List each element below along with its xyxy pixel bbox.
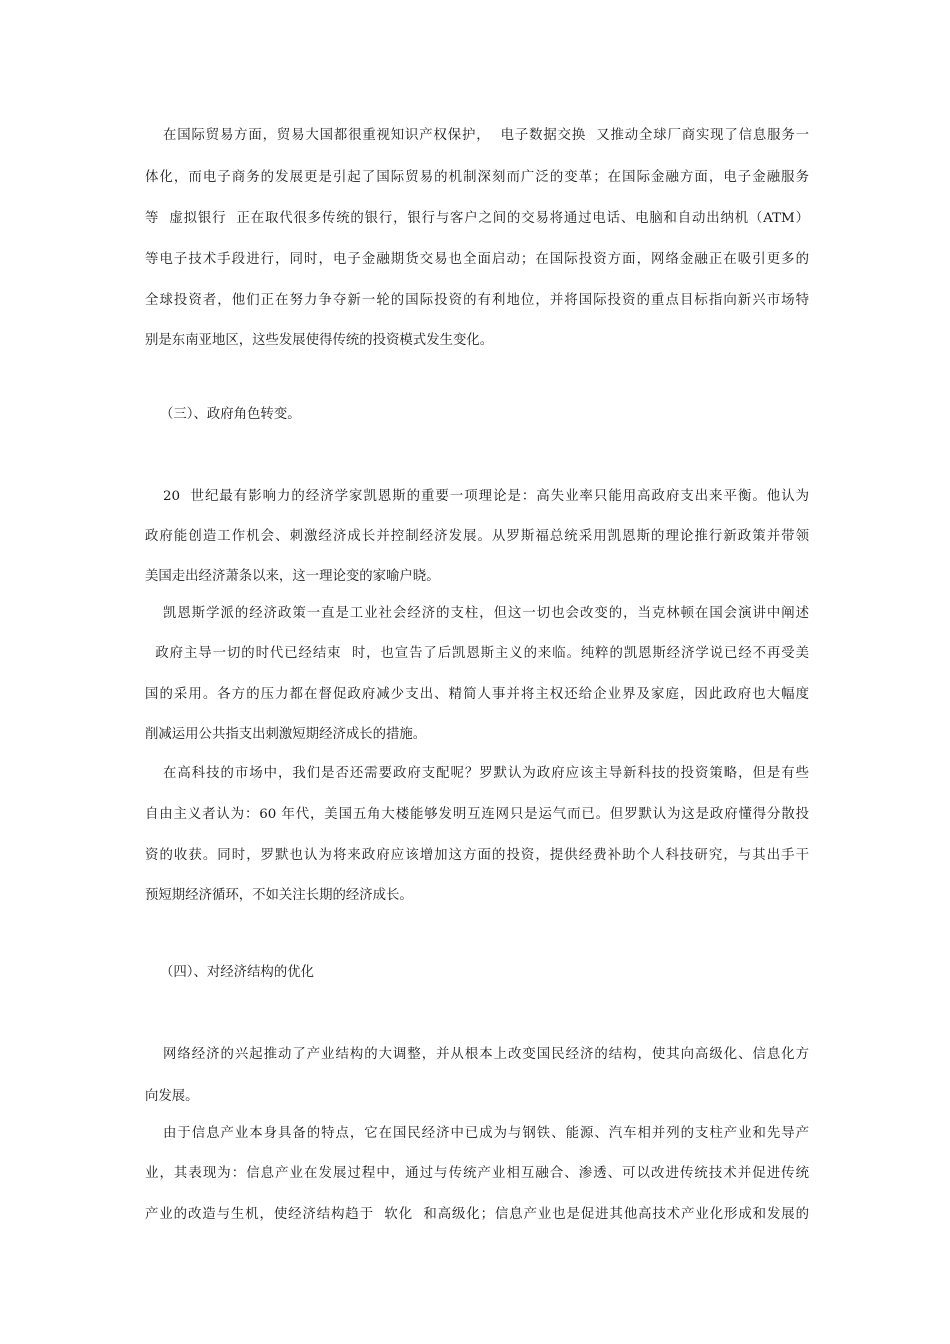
- text-line: 预短期经济循环，不如关注长期的经济成长。: [145, 888, 413, 903]
- text-line: 别是东南亚地区，这些发展使得传统的投资模式发生变化。: [145, 333, 494, 348]
- text-line: 20 世纪最有影响力的经济学家凯恩斯的重要一项理论是：高失业率只能用高政府支出来平衡。他认为: [163, 489, 809, 504]
- text-line: 资的收获。同时，罗默也认为将来政府应该增加这方面的投资，提供经费补助个人科技研究，与其出手干: [145, 848, 809, 863]
- text-line: 政府主导一切的时代已经结束 时，也宣告了后凯恩斯主义的来临。纯粹的凯恩斯经济学说已经不再受美: [145, 646, 809, 661]
- text-line: 政府能创造工作机会、刺激经济成长并控制经济发展。从罗斯福总统采用凯恩斯的理论推行新政策并带领: [145, 529, 809, 544]
- text-line: 美国走出经济萧条以来，这一理论变的家喻户晓。: [145, 569, 440, 584]
- text-line: 在国际贸易方面，贸易大国都很重视知识产权保护， 电子数据交换 又推动全球厂商实现了信息服务一: [163, 128, 809, 143]
- text-line: 等 虚拟银行 正在取代很多传统的银行，银行与客户之间的交易将通过电话、电脑和自动出纳机（ATM）: [145, 211, 809, 226]
- section-heading-4: （四）、对经济结构的优化: [160, 965, 314, 980]
- text-line: 等电子技术手段进行，同时，电子金融期货交易也全面启动；在国际投资方面，网络金融正在吸引更多的: [145, 252, 809, 267]
- section-heading-3: （三）、政府角色转变。: [160, 407, 301, 422]
- text-line: 自由主义者认为：60 年代，美国五角大楼能够发明互连网只是运气而已。但罗默认为这是政府懂得分散投: [145, 807, 809, 822]
- text-line: 凯恩斯学派的经济政策一直是工业社会经济的支柱，但这一切也会改变的，当克林顿在国会演讲中阐述: [163, 606, 809, 621]
- text-line: 由于信息产业本身具备的特点，它在国民经济中已成为与钢铁、能源、汽车相并列的支柱产业和先导产: [163, 1126, 809, 1141]
- text-line: 向发展。: [145, 1089, 199, 1104]
- text-line: 业，其表现为：信息产业在发展过程中，通过与传统产业相互融合、渗透、可以改进传统技术并促进传统: [145, 1166, 809, 1181]
- text-line: 网络经济的兴起推动了产业结构的大调整，并从根本上改变国民经济的结构，使其向高级化、信息化方: [163, 1047, 809, 1062]
- text-line: 在高科技的市场中，我们是否还需要政府支配呢？罗默认为政府应该主导新科技的投资策略，但是有些: [163, 766, 809, 781]
- text-line: 削减运用公共指支出刺激短期经济成长的措施。: [145, 727, 427, 742]
- text-line: 产业的改造与生机，使经济结构趋于 软化 和高级化；信息产业也是促进其他高技术产业化形成和发展的: [145, 1207, 809, 1222]
- text-line: 全球投资者，他们正在努力争夺新一轮的国际投资的有利地位，并将国际投资的重点目标指向新兴市场特: [145, 293, 809, 308]
- text-line: 国的采用。各方的压力都在督促政府减少支出、精简人事并将主权还给企业界及家庭，因此政府也大幅度: [145, 687, 809, 702]
- text-line: 体化，而电子商务的发展更是引起了国际贸易的机制深刻而广泛的变革；在国际金融方面，电子金融服务: [145, 170, 809, 185]
